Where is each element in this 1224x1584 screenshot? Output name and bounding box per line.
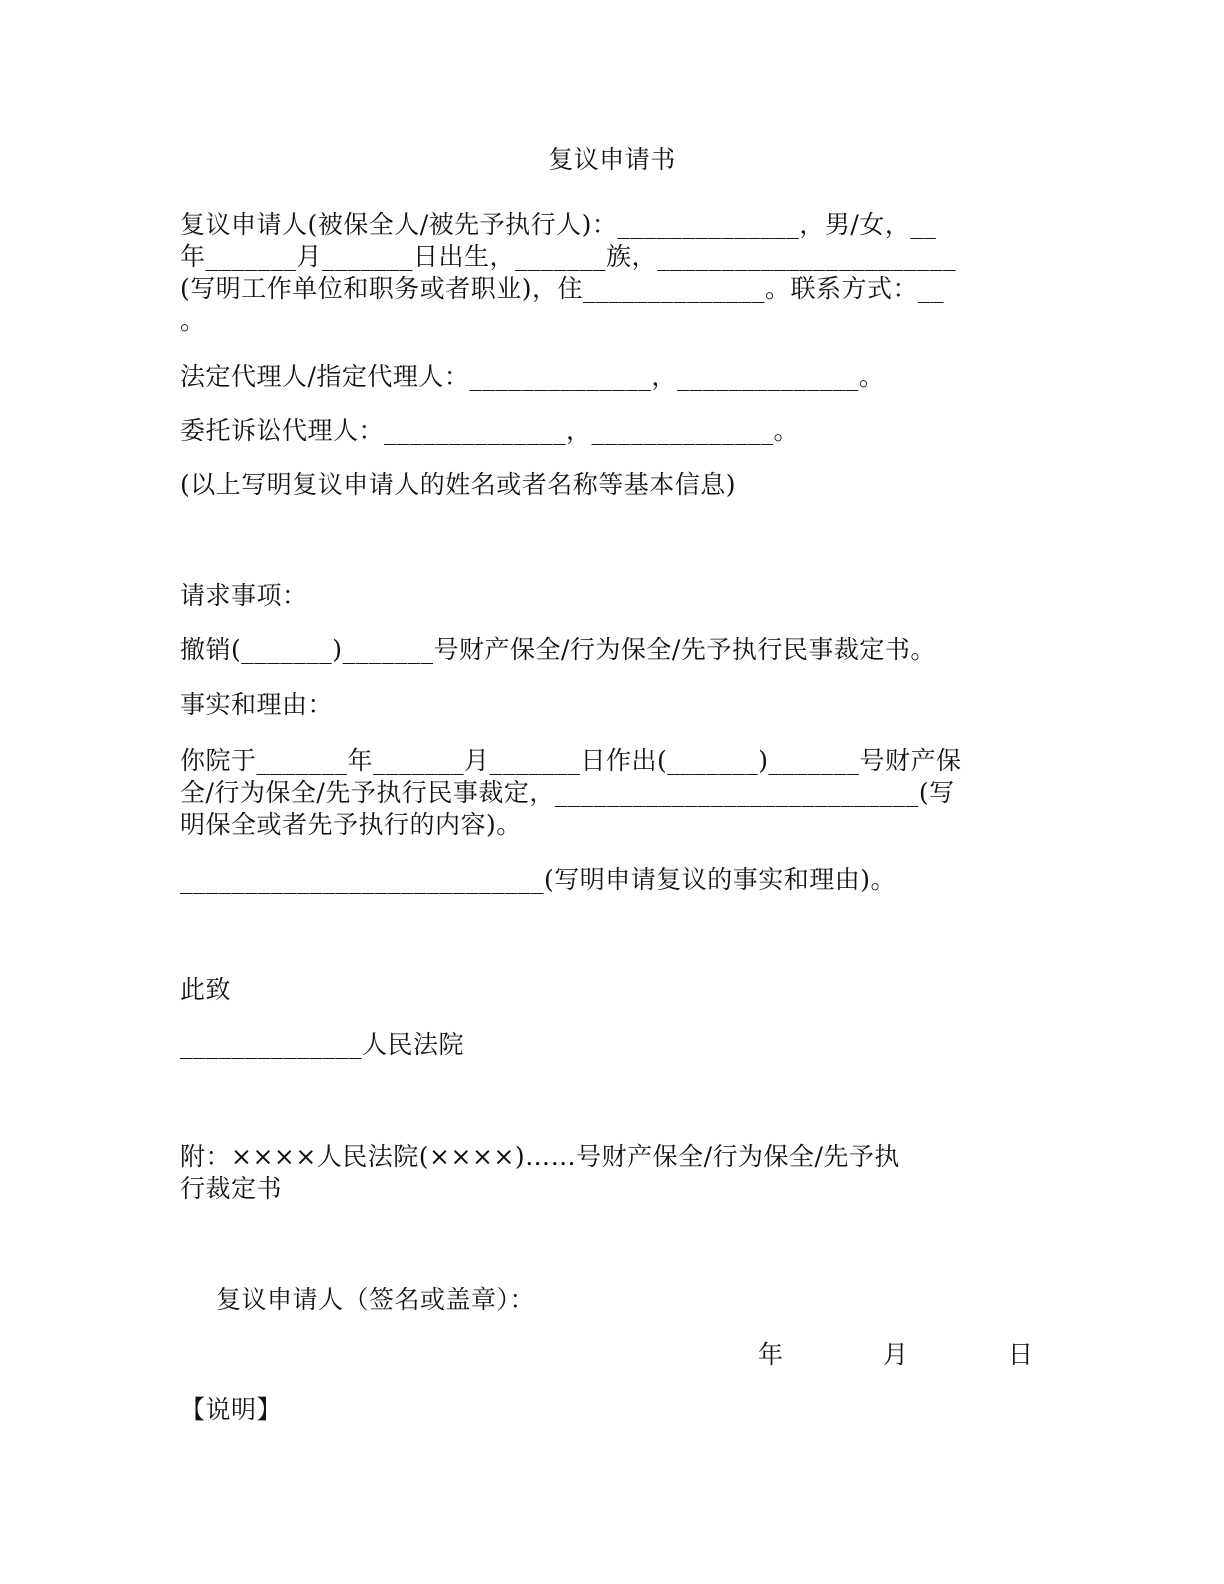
salutation: 此致 (180, 975, 232, 1004)
attachment-line-1: 附：××××人民法院(××××)……号财产保全/行为保全/先予执 (180, 1142, 900, 1171)
date-year: 年 (758, 1340, 784, 1369)
facts-heading: 事实和理由： (180, 690, 334, 719)
attachment-line-2: 行裁定书 (180, 1174, 283, 1203)
facts-line-1: 你院于_______年_______月_______日作出(_______)_______号财产保 (180, 746, 962, 775)
legal-agent-line: 法定代理人/指定代理人：______________，______________。 (180, 362, 885, 391)
entrusted-agent-line: 委托诉讼代理人：______________，______________。 (180, 416, 800, 445)
info-note: (以上写明复议申请人的姓名或者名称等基本信息) (180, 470, 737, 499)
court-line: ______________人民法院 (180, 1030, 465, 1059)
signature-line: 复议申请人（签名或盖章）： (216, 1285, 536, 1314)
date-month: 月 (883, 1340, 909, 1369)
facts-line-2: 全/行为保全/先予执行民事裁定，____________________________(写 (180, 778, 955, 807)
facts-line-3: 明保全或者先予执行的内容)。 (180, 810, 522, 839)
applicant-line-2: 年_______月_______日出生，_______族，_______________________ (180, 242, 957, 271)
document-title: 复议申请书 (548, 145, 676, 174)
applicant-line-3: (写明工作单位和职务或者职业)，住______________。联系方式：__ (180, 274, 945, 303)
request-item: 撤销(_______)_______号财产保全/行为保全/先予执行民事裁定书。 (180, 635, 936, 664)
request-heading: 请求事项： (180, 581, 308, 610)
applicant-line-1: 复议申请人(被保全人/被先予执行人)：______________，男/女，__ (180, 210, 937, 239)
facts-line-4: ____________________________(写明申请复议的事实和理由)。 (180, 865, 897, 894)
applicant-line-4: 。 (180, 306, 206, 335)
explanation-heading: 【说明】 (180, 1395, 283, 1424)
date-day: 日 (1008, 1340, 1034, 1369)
